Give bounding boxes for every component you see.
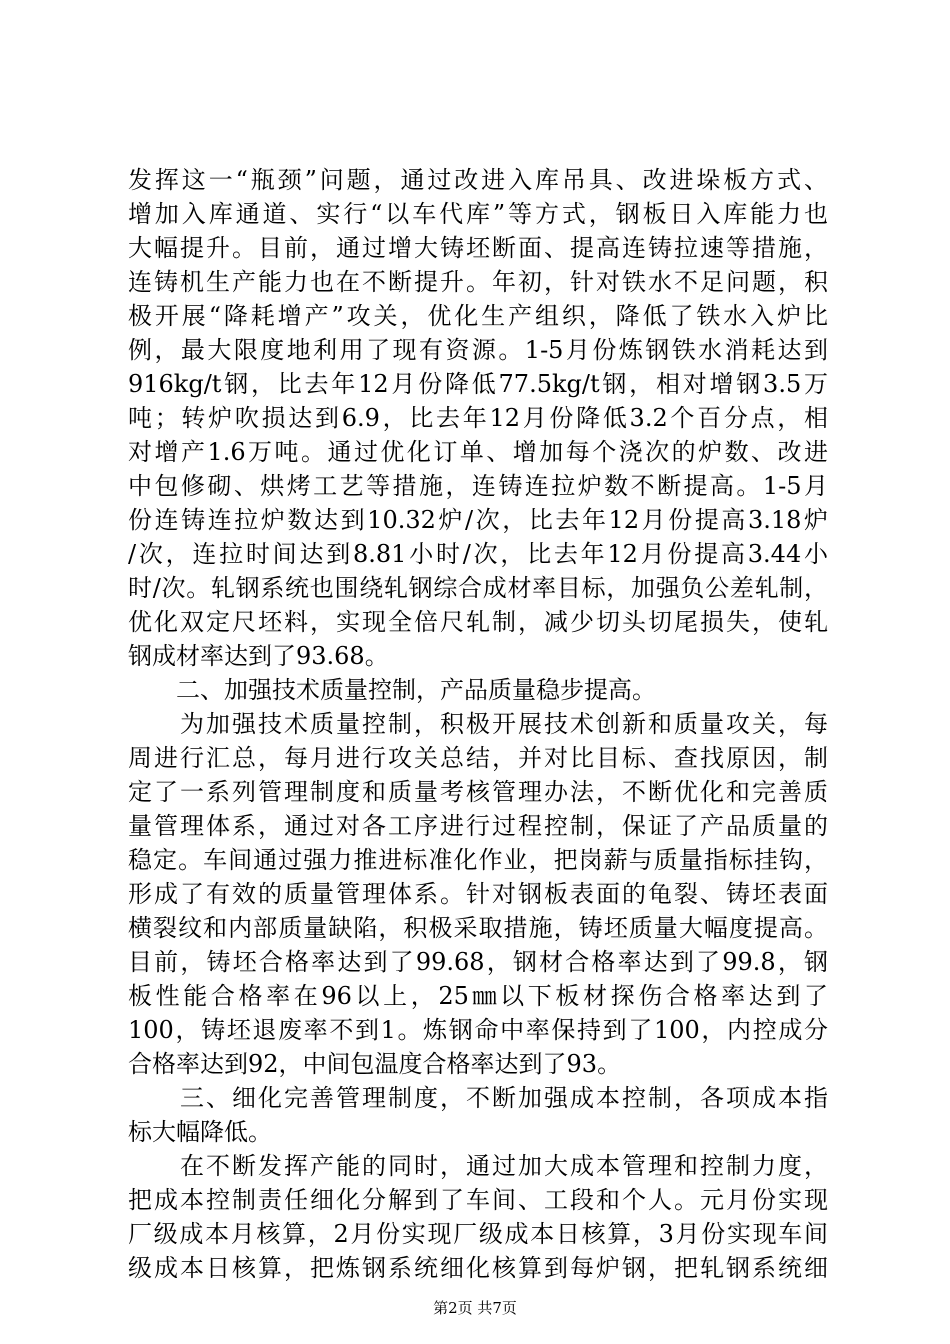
text-line: 横裂纹和内部质量缺陷，积极采取措施，铸坯质量大幅度提高。 <box>128 914 828 942</box>
text-line: 量管理体系，通过对各工序进行过程控制，保证了产品质量的 <box>128 812 828 840</box>
text-line: /次，连拉时间达到8.81小时/次，比去年12月份提高3.44小 <box>128 540 828 568</box>
text-line: 优化双定尺坯料，实现全倍尺轧制，减少切头切尾损失，使轧 <box>128 608 828 636</box>
text-line: 例，最大限度地利用了现有资源。1-5月份炼钢铁水消耗达到 <box>128 336 828 364</box>
text-line: 时/次。轧钢系统也围绕轧钢综合成材率目标，加强负公差轧制， <box>128 574 828 602</box>
text-line: 周进行汇总，每月进行攻关总结，并对比目标、查找原因，制 <box>128 744 828 772</box>
text-line: 份连铸连拉炉数达到10.32炉/次，比去年12月份提高3.18炉 <box>128 506 828 534</box>
text-line: 增加入库通道、实行“以车代库”等方式，钢板日入库能力也 <box>128 200 828 228</box>
document-body <box>128 163 828 1285</box>
text-line: 100，铸坯退废率不到1。炼钢命中率保持到了100，内控成分 <box>128 1016 828 1044</box>
text-line: 形成了有效的质量管理体系。针对钢板表面的龟裂、铸坯表面 <box>128 880 828 908</box>
text-line: 对增产1.6万吨。通过优化订单、增加每个浇次的炉数、改进 <box>128 438 828 466</box>
text-line: 目前，铸坯合格率达到了99.68，钢材合格率达到了99.8，钢 <box>128 948 828 976</box>
text-line: 板性能合格率在96以上，25㎜以下板材探伤合格率达到了 <box>128 982 828 1010</box>
text-line: 标大幅降低。 <box>128 1118 272 1146</box>
text-line: 连铸机生产能力也在不断提升。年初，针对铁水不足问题，积 <box>128 268 828 296</box>
text-line: 在不断发挥产能的同时，通过加大成本管理和控制力度， <box>128 1152 828 1180</box>
text-line: 916kg/t钢，比去年12月份降低77.5kg/t钢，相对增钢3.5万 <box>128 370 828 398</box>
text-line: 二、加强技术质量控制，产品质量稳步提高。 <box>128 676 656 704</box>
text-line: 把成本控制责任细化分解到了车间、工段和个人。元月份实现 <box>128 1186 828 1214</box>
text-line: 合格率达到92，中间包温度合格率达到了93。 <box>128 1050 622 1078</box>
text-line: 稳定。车间通过强力推进标准化作业，把岗薪与质量指标挂钩， <box>128 846 828 874</box>
text-line: 中包修砌、烘烤工艺等措施，连铸连拉炉数不断提高。1-5月 <box>128 472 828 500</box>
text-line: 极开展“降耗增产”攻关，优化生产组织，降低了铁水入炉比 <box>128 302 828 330</box>
text-line: 厂级成本月核算，2月份实现厂级成本日核算，3月份实现车间 <box>128 1220 828 1248</box>
text-line: 为加强技术质量控制，积极开展技术创新和质量攻关，每 <box>128 710 828 738</box>
text-line: 大幅提升。目前，通过增大铸坯断面、提高连铸拉速等措施， <box>128 234 828 262</box>
text-line: 定了一系列管理制度和质量考核管理办法，不断优化和完善质 <box>128 778 828 806</box>
text-line: 级成本日核算，把炼钢系统细化核算到每炉钢，把轧钢系统细 <box>128 1254 828 1282</box>
text-line: 发挥这一“瓶颈”问题，通过改进入库吊具、改进垛板方式、 <box>128 166 828 194</box>
page-footer: 第2页 共7页 <box>433 1299 517 1317</box>
text-line: 钢成材率达到了93.68。 <box>128 642 389 670</box>
text-line: 吨；转炉吹损达到6.9，比去年12月份降低3.2个百分点，相 <box>128 404 828 432</box>
text-line: 三、细化完善管理制度，不断加强成本控制，各项成本指 <box>128 1084 828 1112</box>
